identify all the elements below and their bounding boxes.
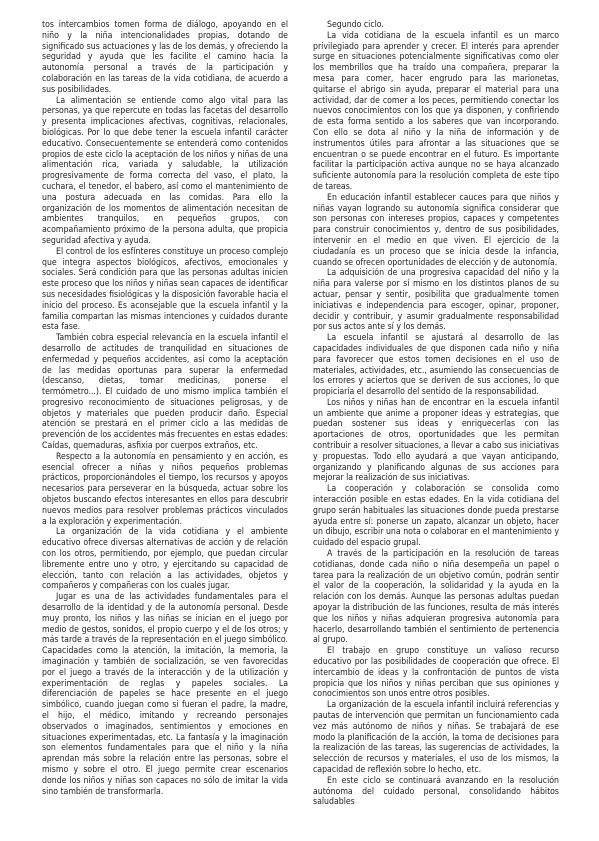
paragraph: Segundo ciclo. (327, 20, 384, 30)
paragraph: Respecto a la autonomía en pensamiento y en acción, es esencial ofrecer a niñas y niños pequeños problemas prácticos, proporcionándoles el tiempo, los recursos y apoyos necesarios para perseverar en la búsqueda, actuar sobre los objetos buscando efectos interesantes en ellos para descubrir nuevos medios para resolver problemas prácticos vinculados a la exploración y experimentación. (42, 451, 288, 527)
two-column-body (42, 20, 559, 808)
paragraph: La cooperación y colaboración se consolida como interacción posible en estas edades. En la vida cotidiana del grupo serán habituales las situaciones donde pueda prestarse ayuda entre sí: ponerse un zapato, alcanzar un objeto, hacer un dibujo, escribir una nota o colaborar en el mantenimiento y cuidado del espacio grupal. (313, 484, 559, 549)
paragraph: Los niños y niñas han de encontrar en la escuela infantil un ambiente que anime a proponer ideas y estrategias, que puedan sostener sus ideas y enriquecerlas con las aportaciones de otros, oportunidades que les permitan contribuir a resolver situaciones, a llevar a cabo sus iniciativas y propuestas. Todo ello ayudará a que vayan anticipando, organizando y planificando algunas de sus acciones para mejorar la realización de sus iniciativas. (313, 397, 559, 484)
paragraph: En este ciclo se continuará avanzando en la resolución autónoma del cuidado personal, consolidando hábitos saludables (313, 775, 559, 808)
paragraph: También cobra especial relevancia en la escuela infantil el desarrollo de actitudes de tranquilidad en situaciones de enfermedad y pequeños accidentes, así como la aceptación de las medidas oportunas para superar la enfermedad (descanso, dietas, tomar medicinas, ponerse el termómetro...). El cuidado de uno mismo implica también el progresivo reconocimiento de situaciones peligrosas, y de objetos y materiales que pueden producir daño. Especial atención se prestará en el primer ciclo a las medidas de prevención de los accidentes más frecuentes en estas edades: Caídas, quemaduras, asfixia por cuerpos extraños, etc. (42, 333, 288, 452)
paragraph: El trabajo en grupo constituye un valioso recurso educativo por las posibilidades de cooperación que ofrece. El intercambio de ideas y la confrontación de puntos de vista propicia que los niños y niñas perciban que sus opiniones y conocimientos son unos entre otros posibles. (313, 646, 559, 700)
paragraph: A través de la participación en la resolución de tareas cotidianas, donde cada niño o niña desempeña un papel o tarea para la realización de un objetivo común, podrán sentir el valor de la cooperación, la solidaridad y la ayuda en la relación con los demás. Aunque las personas adultas puedan apoyar la distribución de las funciones, resulta de más interés que los niños y niñas adquieran progresiva autonomía para hacerlo, desarrollando también el sentimiento de pertenencia al grupo. (313, 549, 559, 646)
paragraph: La vida cotidiana de la escuela infantil es un marco privilegiado para aprender y crecer. El interés para aprender surge en situaciones potencialmente significativas como oler los membrillos que ha traído una compañera, preparar la mesa para comer, hacer engrudo para las marionetas, quitarse el abrigo sin ayuda, preparar el material para una actividad, dar de comer a los peces, permitiendo conectar los nuevos conocimientos con los que ya disponen, y confiriendo de esta forma sentido a los saberes que van incorporando. Con ello se dota al niño y la niña de información y de instrumentos útiles para afrontar a las situaciones que se encuentran o se puede encontrar en el futuro. Es importante facilitar la participación activa aunque no se haya alcanzado suficiente autonomía para la resolución completa de este tipo de tareas. (313, 30, 559, 192)
paragraph: La organización de la vida cotidiana y el ambiente educativo ofrece diversas alternativas de acción y de relación con los otros, permitiendo, por ejemplo, que puedan circular libremente entre uno y otro, y ejercitando su capacidad de elección, tanto con relación a las actividades, objetos y compañeros y compañeras con los cuales jugar. (42, 527, 288, 592)
right-column (313, 20, 559, 808)
left-column (42, 20, 288, 808)
paragraph: En educación infantil establecer cauces para que niños y niñas vayan logrando su autonomía significa considerar que son personas con intereses propios, capaces y competentes para construir conocimientos y, dentro de sus posibilidades, intervenir en el medio en que viven. El ejercicio de la ciudadanía es un proceso que se inicia desde la infancia, cuando se ofrecen oportunidades de elección y de autonomía. (313, 192, 559, 268)
paragraph: La escuela infantil se ajustará al desarrollo de las capacidades individuales de que disponen cada niño y niña para favorecer que estos tomen decisiones en el uso de materiales, actividades, etc., asumiendo las consecuencias de los errores y aciertos que se deriven de sus acciones, lo que propiciaría el desarrollo del sentido de la responsabilidad. (313, 333, 559, 398)
paragraph: tos intercambios tomen forma de diálogo, apoyando en el niño y la niña intencionalidades propias, dotando de significado sus actuaciones y las de los demás, y ofreciendo la seguridad y ayuda que les facilite el camino hacia la autonomía personal a través de la participación y colaboración en las tareas de la vida cotidiana, de acuerdo a sus posibilidades. (42, 20, 288, 95)
paragraph: Jugar es una de las actividades fundamentales para el desarrollo de la identidad y de la autonomía personal. Desde muy pronto, los niños y las niñas se inician en el juego por medio de gestos, sonidos, el propio cuerpo y el de los otros; y más tarde a través de la representación en el juego simbólico. Capacidades como la atención, la imitación, la memoria, la imaginación y también de socialización, se ven favorecidas por el juego a través de la interacción y de la utilización y experimentación de reglas y papeles sociales. La diferenciación de papeles se hace presente en el juego simbólico, cuando juegan como si fueran el padre, la madre, el hijo, el médico, imitando y recreando personajes observados o imaginados, sentimientos y emociones en situaciones experimentadas, etc. La fantasía y la imaginación son elementos fundamentales para que el niño y la niña aprendan más sobre la relación entre las personas, sobre el mismo y sobre el otro. El juego permite crear escenarios donde los niños y niñas son capaces no sólo de imitar la vida sino también de transformarla. (42, 592, 288, 797)
paragraph: La adquisición de una progresiva capacidad del niño y la niña para valerse por sí mismo en los distintos planos de su actuar, pensar y sentir, posibilita que gradualmente tomen iniciativas e independencia para escoger, opinar, proponer, decidir y contribuir, y asumir gradualmente responsabilidad por sus actos ante sí y los demás. (313, 268, 559, 333)
paragraph: La alimentación se entiende como algo vital para las personas, ya que repercute en todas las facetas del desarrollo y presenta implicaciones afectivas, cognitivas, relacionales, biológicas. Por lo que debe tener la escuela infantil carácter educativo. Consecuentemente se entenderá como contenidos propios de este ciclo la aceptación de los niños y niñas de una alimentación rica, variada y saludable, la utilización progresivamente de forma correcta del vaso, el plato, la cuchara, el tenedor, el babero, así como el mantenimiento de una postura adecuada en las comidas. Para ello la organización de los momentos de alimentación necesitan de ambientes tranquilos, en pequeños grupos, con acompañamiento próximo de la persona adulta, que propicia seguridad afectiva y ayuda. (42, 95, 288, 246)
paragraph: La organización de la escuela infantil incluirá referencias y pautas de intervención que permitan un funcionamiento cada vez más autónomo de niños y niñas. Se trabajará de ese modo la planificación de la acción, la toma de decisiones para la realización de las tareas, las sugerencias de actividades, la selección de recursos y materiales, el uso de los mismos, la capacidad de reflexión sobre lo hecho, etc. (313, 700, 559, 775)
paragraph: El control de los esfínteres constituye un proceso complejo que integra aspectos biológicos, afectivos, emocionales y sociales. Será condición para que las personas adultas inicien este proceso que los niños y niñas sean capaces de identificar sus necesidades fisiológicas y la disposición favorable hacia el inicio del proceso. Es aconsejable que la escuela infantil y la familia compartan las mismas intenciones y cuidados durante esta fase. (42, 246, 288, 333)
